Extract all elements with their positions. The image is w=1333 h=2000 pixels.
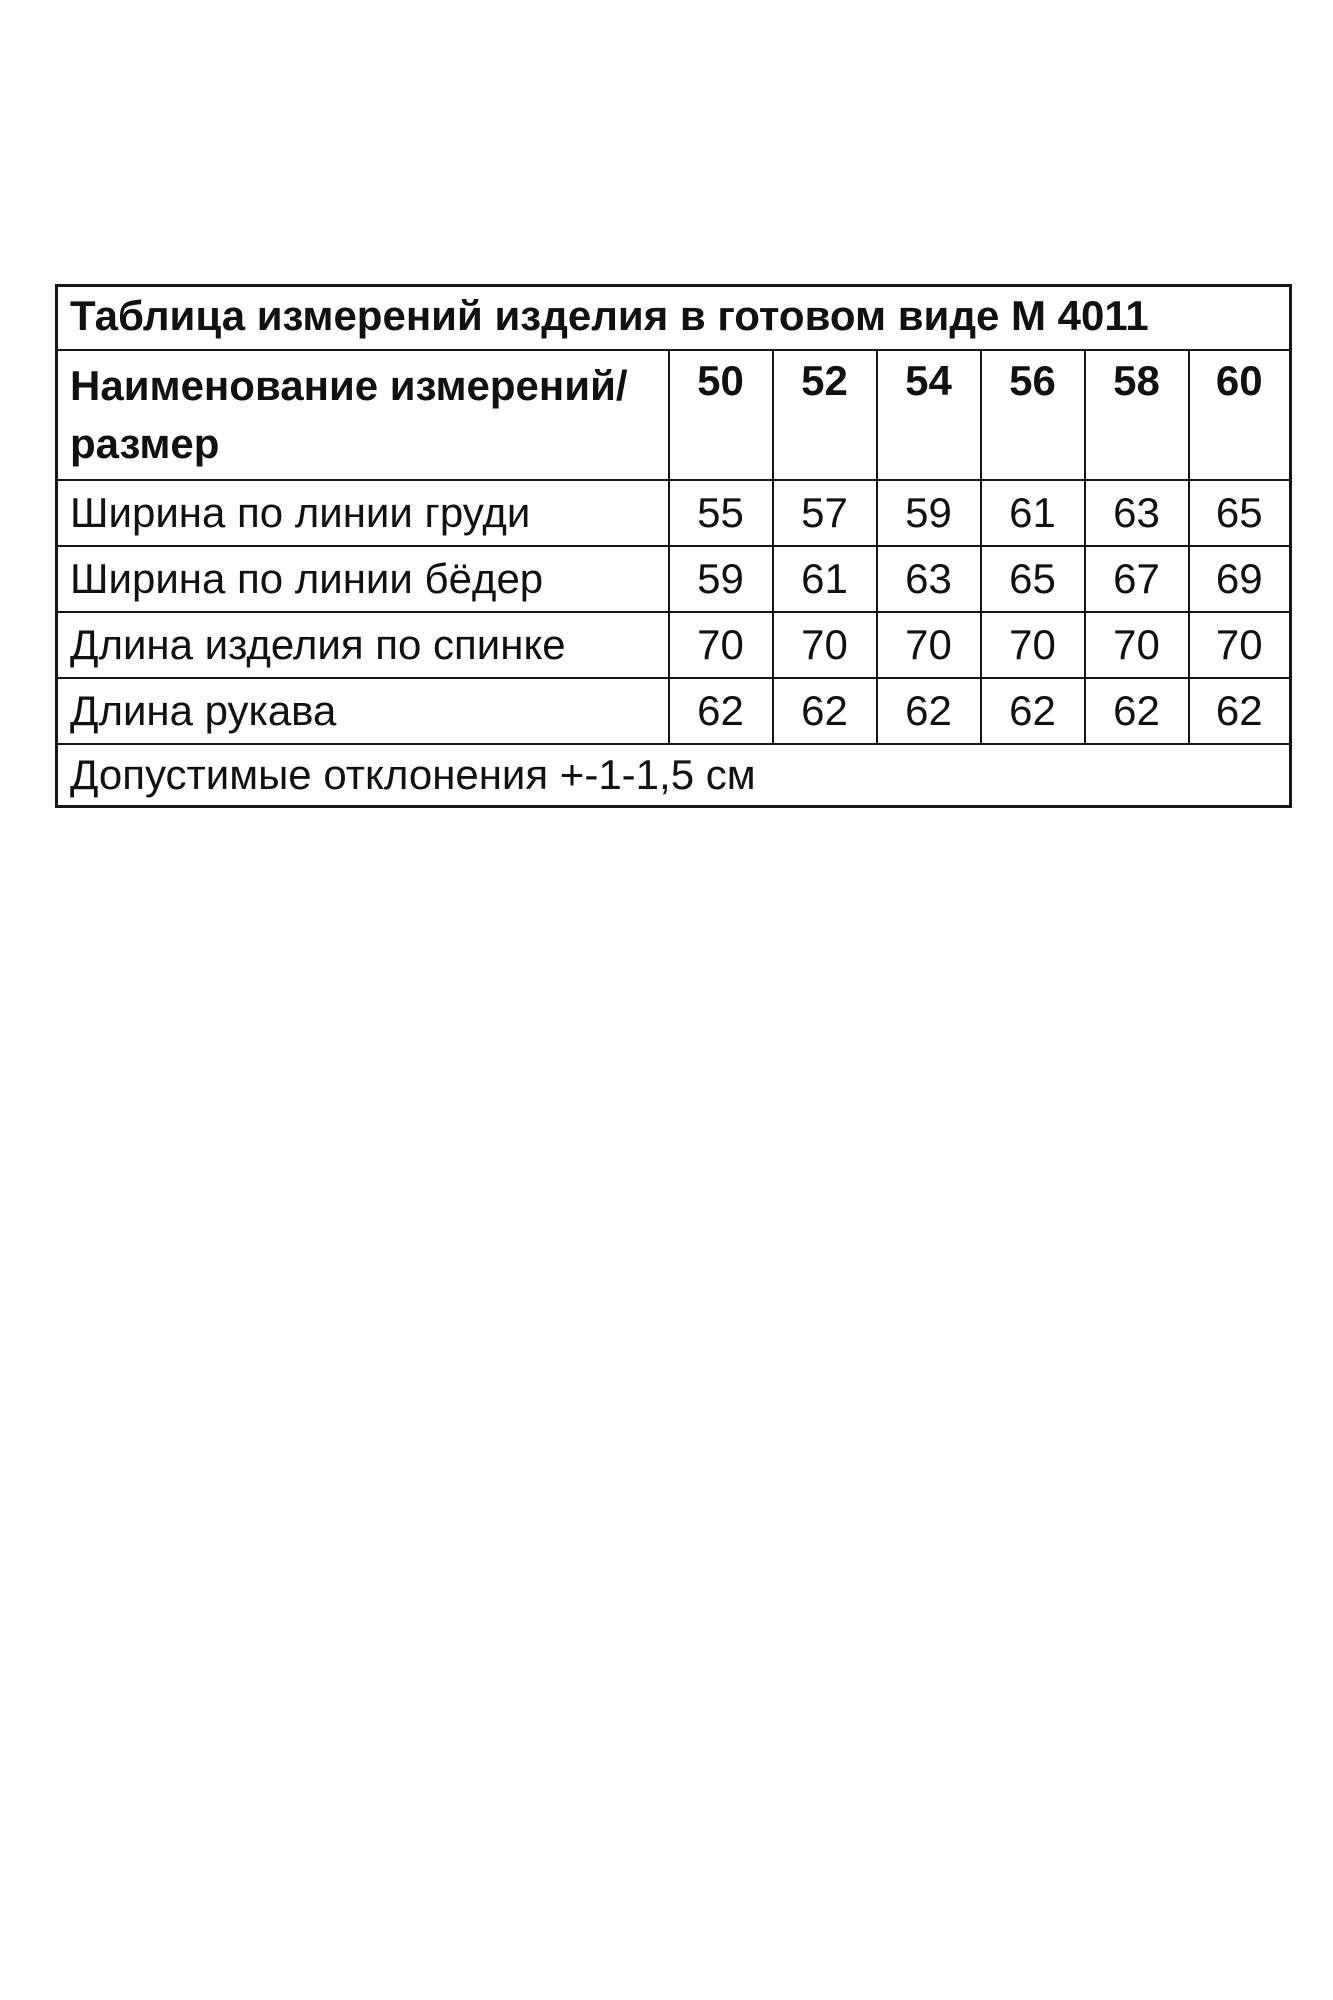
cell-value: 69: [1189, 546, 1291, 612]
table-row-sleeve-length: [57, 678, 1291, 744]
cell-value: 59: [669, 546, 773, 612]
header-size-54: 54: [877, 350, 981, 480]
row-label: Ширина по линии бёдер: [57, 546, 669, 612]
table-row-hip-width: [57, 546, 1291, 612]
cell-value: 62: [877, 678, 981, 744]
cell-value: 65: [981, 546, 1085, 612]
cell-value: 62: [773, 678, 877, 744]
table-row-back-length: [57, 612, 1291, 678]
header-size-52: 52: [773, 350, 877, 480]
cell-value: 61: [773, 546, 877, 612]
header-size-58: 58: [1085, 350, 1189, 480]
cell-value: 65: [1189, 480, 1291, 546]
cell-value: 59: [877, 480, 981, 546]
cell-value: 70: [773, 612, 877, 678]
cell-value: 63: [877, 546, 981, 612]
cell-value: 61: [981, 480, 1085, 546]
measurement-table: [55, 284, 1292, 808]
header-size-50: 50: [669, 350, 773, 480]
table-footnote-row: [57, 744, 1291, 807]
cell-value: 70: [1189, 612, 1291, 678]
tolerance-note: Допустимые отклонения +-1-1,5 см: [57, 744, 1291, 807]
cell-value: 70: [877, 612, 981, 678]
header-size-56: 56: [981, 350, 1085, 480]
table-row-chest-width: [57, 480, 1291, 546]
cell-value: 57: [773, 480, 877, 546]
table-header-row: [57, 350, 1291, 480]
cell-value: 62: [981, 678, 1085, 744]
cell-value: 62: [1189, 678, 1291, 744]
row-label: Ширина по линии груди: [57, 480, 669, 546]
header-name-label: Наименование измерений/размер: [57, 350, 669, 480]
cell-value: 63: [1085, 480, 1189, 546]
cell-value: 62: [1085, 678, 1189, 744]
header-size-60: 60: [1189, 350, 1291, 480]
row-label: Длина изделия по спинке: [57, 612, 669, 678]
cell-value: 70: [669, 612, 773, 678]
cell-value: 67: [1085, 546, 1189, 612]
cell-value: 55: [669, 480, 773, 546]
row-label: Длина рукава: [57, 678, 669, 744]
cell-value: 62: [669, 678, 773, 744]
cell-value: 70: [981, 612, 1085, 678]
table-title: Таблица измерений изделия в готовом виде М 4011: [57, 286, 1291, 351]
cell-value: 70: [1085, 612, 1189, 678]
table-title-row: [57, 286, 1291, 351]
